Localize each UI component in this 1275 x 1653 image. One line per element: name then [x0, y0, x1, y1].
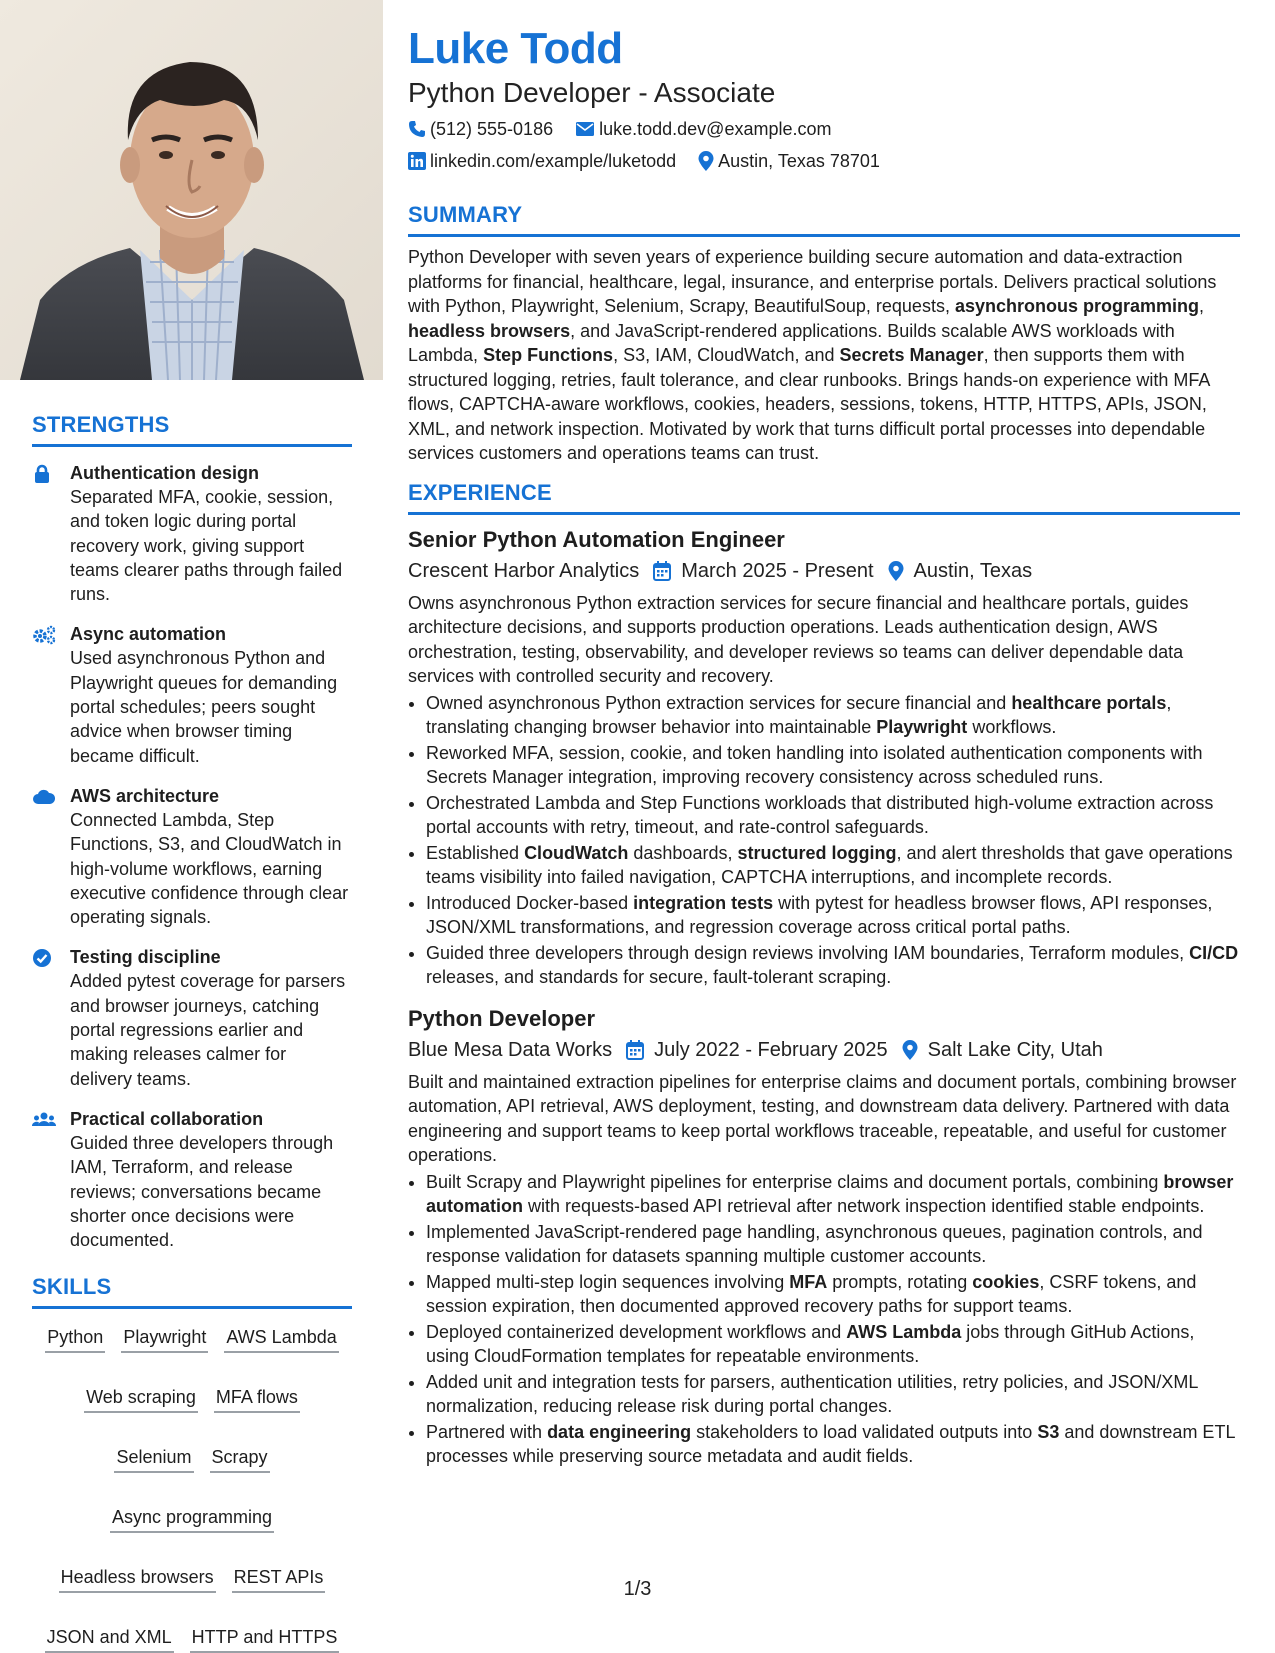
company-name: Blue Mesa Data Works: [408, 1038, 613, 1061]
location-text: Austin, Texas 78701: [718, 151, 880, 171]
job-bullet: • Established CloudWatch dashboards, structured logging, and alert thresholds that gave operations teams visibility into failed navigation, CAPTCHA interruptions, and incomplete records.: [426, 841, 1240, 890]
summary-text: Python Developer with seven years of experience building secure automation and data-extraction platforms for financial, healthcare, legal, insurance, and enterprise portals. Delivers practical solutions with Python, Playwright, Selenium, Scrapy, BeautifulSoup, requests, asynchronous programming, headless browsers, and JavaScript-rendered applications. Builds scalable AWS workloads with Lambda, Step Functions, S3, IAM, CloudWatch, and Secrets Manager, then supports them with structured logging, retries, fault tolerance, and clear runbooks. Brings hands-on experience with MFA flows, CAPTCHA-aware workflows, cookies, headers, sessions, tokens, HTTP, HTTPS, APIs, JSON, XML, and network inspection. Motivated by work that turns difficult portal processes into dependable services customers and operations teams can trust.: [408, 247, 1217, 463]
phone-icon: [408, 120, 426, 138]
job-bullet: • Deployed containerized development workflows and AWS Lambda jobs through GitHub Actions, using CloudFormation templates for repeatable environments.: [426, 1320, 1240, 1369]
strengths-heading: STRENGTHS: [32, 412, 170, 437]
candidate-role: Python Developer - Associate: [408, 77, 776, 108]
summary-heading: SUMMARY: [408, 202, 523, 227]
linkedin-contact[interactable]: [408, 148, 676, 174]
job-bullet: • Orchestrated Lambda and Step Functions workloads that distributed high-volume extraction across portal accounts with retry, timeout, and rate-control safeguards.: [426, 791, 1240, 840]
strength-desc: Guided three developers through IAM, Terraform, and release reviews; conversations became shorter once decisions were documented.: [70, 1132, 334, 1251]
summary-rule: [408, 234, 1240, 237]
strength-item: [32, 1107, 352, 1252]
strength-title: AWS architecture: [70, 785, 220, 806]
skill-tag: Selenium: [114, 1445, 193, 1473]
phone-contact: [408, 116, 553, 142]
job-bullet: • Implemented JavaScript-rendered page handling, asynchronous queues, pagination controls, and response validation for datasets spanning multiple customer accounts.: [426, 1220, 1240, 1269]
job-entry: [408, 525, 1240, 990]
phone-number: (512) 555-0186: [430, 119, 554, 139]
skill-tag: Web scraping: [84, 1385, 198, 1413]
job-location-text: Austin, Texas: [913, 559, 1033, 582]
skills-rule: [32, 1306, 352, 1309]
job-summary: Owns asynchronous Python extraction services for secure financial and healthcare portals, guides architecture decisions, and supports production operations. Leads authentication design, AWS orchestration, testing, observability, and developer reviews so teams can deliver dependable data services with controlled security and recovery.: [408, 592, 1189, 686]
email-contact[interactable]: [575, 116, 831, 142]
skill-tag: JSON and XML: [45, 1625, 174, 1653]
skill-tag: Playwright: [121, 1325, 208, 1353]
strength-title: Async automation: [70, 624, 227, 645]
check-circle-icon: [32, 945, 70, 1090]
calendar-icon: [626, 1040, 644, 1060]
strengths-list: [32, 461, 352, 1252]
location-contact: [698, 148, 880, 174]
contact-row-2: [408, 148, 1240, 174]
job-bullet: • Added unit and integration tests for parsers, authentication utilities, retry policies, and JSON/XML normalization, reducing release risk during portal changes.: [426, 1370, 1240, 1419]
linkedin-icon: [408, 152, 426, 170]
profile-photo: [0, 0, 383, 380]
job-title: Senior Python Automation Engineer: [408, 526, 785, 552]
left-column: [0, 0, 383, 1650]
contact-row: [408, 116, 1240, 142]
job-dates-text: March 2025 - Present: [681, 559, 874, 582]
cloud-icon: [32, 784, 70, 929]
strength-item: [32, 461, 352, 606]
job-dates-text: July 2022 - February 2025: [654, 1038, 888, 1061]
skill-tag: AWS Lambda: [224, 1325, 338, 1353]
map-pin-icon: [698, 151, 714, 171]
company-name: Crescent Harbor Analytics: [408, 559, 640, 582]
strengths-rule: [32, 444, 352, 447]
map-pin-icon: [888, 561, 904, 581]
candidate-name: Luke Todd: [408, 24, 623, 73]
strength-item: [32, 945, 352, 1090]
job-dates: [626, 1036, 887, 1064]
job-meta: [408, 557, 1240, 585]
skill-tag: Python: [45, 1325, 105, 1353]
job-bullet: • Built Scrapy and Playwright pipelines for enterprise claims and document portals, combining browser automation with requests-based API retrieval after network inspection identified stable endpoints.: [426, 1170, 1240, 1219]
skill-tag: HTTP and HTTPS: [190, 1625, 340, 1653]
experience-section: [408, 480, 1240, 1469]
job-meta: [408, 1036, 1240, 1064]
strength-desc: Used asynchronous Python and Playwright queues for demanding portal schedules; peers sought advice when browser timing became difficult.: [70, 648, 338, 766]
job-location: [902, 1036, 1103, 1064]
job-bullet: • Introduced Docker-based integration tests with pytest for headless browser flows, API responses, JSON/XML transformations, and regression coverage across critical portal paths.: [426, 891, 1240, 940]
job-bullet: • Partnered with data engineering stakeholders to load validated outputs into S3 and downstream ETL processes while preserving source metadata and audit fields.: [426, 1420, 1240, 1469]
strength-title: Practical collaboration: [70, 1108, 264, 1129]
job-bullets: [408, 1170, 1240, 1469]
job-location-text: Salt Lake City, Utah: [927, 1038, 1103, 1061]
gears-icon: [32, 622, 70, 767]
users-icon: [32, 1107, 70, 1252]
strength-item: [32, 622, 352, 767]
experience-rule: [408, 512, 1240, 515]
job-dates: [653, 557, 873, 585]
skill-tag: REST APIs: [232, 1565, 326, 1593]
job-bullet: • Reworked MFA, session, cookie, and token handling into isolated authentication components with Secrets Manager integration, improving recovery consistency across scheduled runs.: [426, 741, 1240, 790]
strength-title: Authentication design: [70, 463, 259, 483]
right-column: [408, 22, 1240, 1470]
linkedin-url[interactable]: linkedin.com/example/luketodd: [430, 151, 677, 171]
summary-section: [408, 202, 1240, 466]
job-bullet: • Guided three developers through design reviews involving IAM boundaries, Terraform modules, CI/CD releases, and standards for secure, fault-tolerant scraping.: [426, 941, 1240, 990]
job-bullet: • Mapped multi-step login sequences involving MFA prompts, rotating cookies, CSRF tokens, and session expiration, then documented approved recovery paths for support teams.: [426, 1270, 1240, 1319]
experience-heading: EXPERIENCE: [408, 479, 552, 505]
job-location: [888, 557, 1033, 585]
strength-title: Testing discipline: [70, 947, 221, 968]
map-pin-icon: [902, 1040, 918, 1060]
job-bullet: • Owned asynchronous Python extraction services for secure financial and healthcare portals, translating changing browser behavior into maintainable Playwright workflows.: [426, 691, 1240, 740]
strength-desc: Connected Lambda, Step Functions, S3, and CloudWatch in high-volume workflows, earning executive confidence through clear operating signals.: [70, 809, 349, 928]
envelope-icon: [575, 121, 595, 137]
skill-tag: Scrapy: [210, 1445, 270, 1473]
job-bullets: [408, 691, 1240, 990]
skills-heading: SKILLS: [32, 1274, 112, 1300]
page-number: 1/3: [623, 1578, 652, 1600]
email-address[interactable]: luke.todd.dev@example.com: [599, 119, 832, 139]
job-entry: [408, 1004, 1240, 1469]
strength-item: [32, 784, 352, 929]
skill-tag: Async programming: [110, 1505, 274, 1533]
job-summary: Built and maintained extraction pipelines for enterprise claims and document portals, combining browser automation, API retrieval, AWS deployment, testing, and downstream data delivery. Partnered with data engineering and support teams to keep portal workflows traceable, repeatable, and useful for customer operations.: [408, 1071, 1237, 1165]
calendar-icon: [653, 561, 671, 581]
strength-desc: Separated MFA, cookie, session, and token logic during portal recovery work, giving support teams clearer paths through failed runs.: [70, 487, 343, 605]
skill-tag: Headless browsers: [59, 1565, 216, 1593]
skill-tag: MFA flows: [214, 1385, 300, 1413]
lock-icon: [32, 461, 70, 606]
job-title: Python Developer: [408, 1005, 596, 1031]
strength-desc: Added pytest coverage for parsers and browser journeys, catching portal regressions earlier and making releases calmer for delivery teams.: [70, 971, 346, 1089]
skills-list: [32, 1325, 352, 1653]
